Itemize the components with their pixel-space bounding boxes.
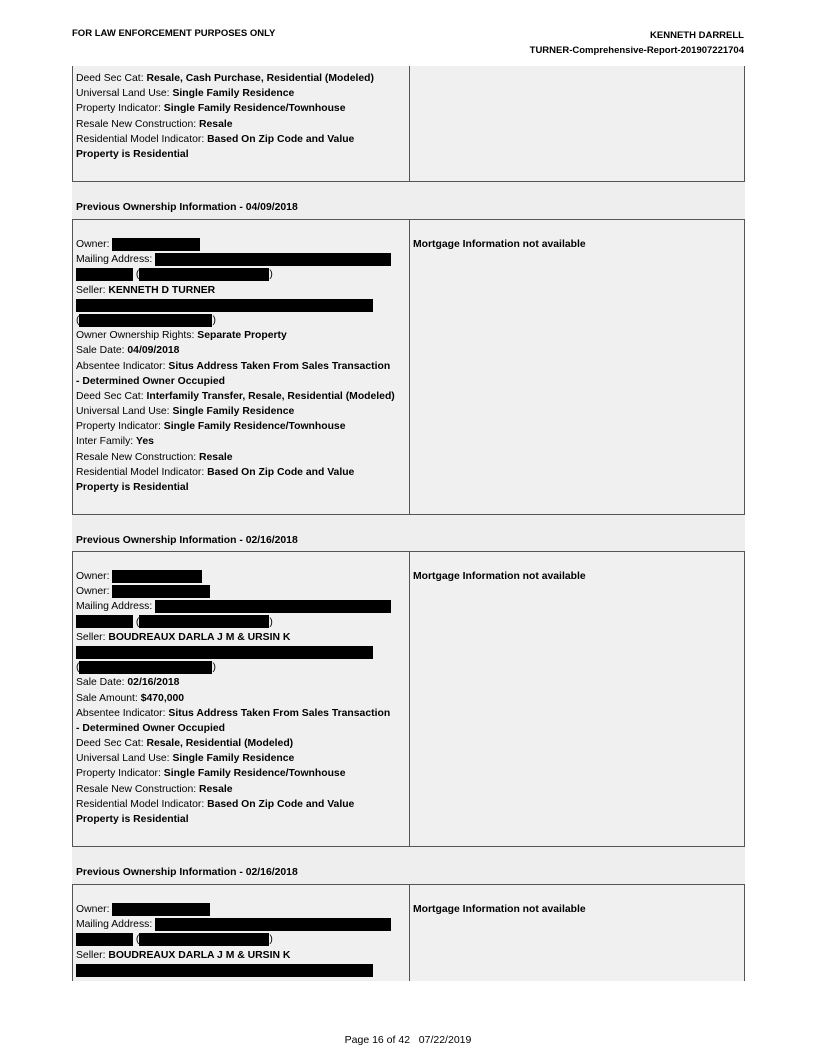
redaction-bar (112, 903, 210, 916)
seller-address-line (76, 645, 409, 660)
detail-line: Universal Land Use: Single Family Residence (76, 88, 295, 100)
seller-address-line: ( ) (76, 662, 216, 674)
seller-address-line (76, 298, 409, 313)
redaction-bar (139, 268, 269, 281)
redaction-bar (139, 615, 269, 628)
section-band (72, 515, 745, 552)
redaction-bar (155, 918, 391, 931)
ownership-box (72, 884, 745, 982)
redaction-bar (76, 646, 373, 659)
redaction-bar (79, 314, 212, 327)
detail-line: Resale New Construction: Resale (76, 451, 233, 463)
section-title: Previous Ownership Information - 02/16/2018 (76, 867, 298, 878)
section-title: Previous Ownership Information - 02/16/2018 (76, 535, 298, 546)
mortgage-column (410, 66, 744, 181)
ownership-continued-box (72, 66, 745, 182)
detail-line: Owner Ownership Rights: Separate Property (76, 330, 287, 342)
mortgage-info: Mortgage Information not available (413, 904, 586, 915)
address-line: ( ) (76, 615, 409, 630)
mortgage-column (410, 220, 744, 514)
owner-line: Owner: (76, 569, 409, 584)
detail-line: Property is Residential (76, 814, 189, 825)
report-title (530, 28, 744, 58)
redaction-bar (76, 933, 133, 946)
redaction-bar (139, 933, 269, 946)
detail-line: Universal Land Use: Single Family Residence (76, 406, 295, 418)
mailing-address-line: Mailing Address: (76, 599, 409, 614)
redaction-bar (76, 299, 373, 312)
redaction-bar (112, 570, 202, 583)
ownership-box (72, 551, 745, 847)
redaction-bar (76, 268, 133, 281)
redaction-bar (155, 600, 391, 613)
detail-line: - Determined Owner Occupied (76, 722, 225, 734)
report-classification: FOR LAW ENFORCEMENT PURPOSES ONLY (72, 28, 276, 39)
mortgage-column (410, 552, 744, 846)
owner-line: Owner: (76, 237, 409, 252)
detail-line: Resale New Construction: Resale (76, 118, 233, 130)
detail-line: Property is Residential (76, 482, 189, 493)
redaction-bar (112, 238, 200, 251)
owner-line: Owner: (76, 902, 409, 917)
redaction-bar (112, 585, 210, 598)
address-line: ( ) (76, 267, 409, 282)
detail-line: Residential Model Indicator: Based On Zip Code and Value (76, 798, 355, 810)
section-band (72, 847, 745, 884)
detail-line: Resale New Construction: Resale (76, 783, 233, 795)
detail-line: Property Indicator: Single Family Residence/Townhouse (76, 103, 346, 115)
page-cutoff-mask (0, 981, 816, 1031)
detail-line: Residential Model Indicator: Based On Zip Code and Value (76, 466, 355, 478)
redaction-bar (76, 964, 373, 977)
redaction-bar (76, 615, 133, 628)
mortgage-column (410, 885, 744, 982)
detail-line: Deed Sec Cat: Resale, Cash Purchase, Residential (Modeled) (76, 73, 374, 84)
detail-line: Deed Sec Cat: Interfamily Transfer, Resale, Residential (Modeled) (76, 390, 395, 402)
redaction-bar (155, 253, 391, 266)
detail-line: Absentee Indicator: Situs Address Taken From Sales Transaction (76, 707, 391, 719)
mailing-address-line: Mailing Address: (76, 917, 409, 932)
seller-line: Seller: BOUDREAUX DARLA J M & URSIN K (76, 949, 291, 961)
page-footer: Page 16 of 42 07/22/2019 (344, 1034, 472, 1046)
address-line: ( ) (76, 932, 409, 947)
detail-line: Absentee Indicator: Situs Address Taken From Sales Transaction (76, 360, 391, 372)
report-title-line2: TURNER-Comprehensive-Report-201907221704 (529, 45, 744, 56)
mailing-address-line: Mailing Address: (76, 252, 409, 267)
seller-line: Seller: KENNETH D TURNER (76, 284, 216, 296)
ownership-details-column (73, 552, 410, 846)
redaction-bar (79, 661, 212, 674)
ownership-details-column (73, 220, 410, 514)
detail-line: - Determined Owner Occupied (76, 375, 225, 387)
detail-line: Universal Land Use: Single Family Residence (76, 753, 295, 765)
mortgage-info: Mortgage Information not available (413, 571, 586, 582)
ownership-box (72, 219, 745, 515)
section-band (72, 182, 745, 219)
seller-address-line (76, 963, 409, 978)
detail-line: Property Indicator: Single Family Residence/Townhouse (76, 768, 346, 780)
detail-line: Sale Date: 04/09/2018 (76, 345, 180, 357)
detail-line: Sale Date: 02/16/2018 (76, 677, 180, 689)
detail-line: Inter Family: Yes (76, 436, 154, 448)
section-title: Previous Ownership Information - 04/09/2018 (76, 202, 298, 213)
ownership-details-column (73, 885, 410, 982)
report-title-line1: KENNETH DARRELL (650, 30, 744, 41)
detail-line: Property Indicator: Single Family Residence/Townhouse (76, 421, 346, 433)
detail-line: Residential Model Indicator: Based On Zip Code and Value (76, 133, 355, 145)
mortgage-info: Mortgage Information not available (413, 239, 586, 250)
detail-line: Sale Amount: $470,000 (76, 692, 185, 704)
seller-line: Seller: BOUDREAUX DARLA J M & URSIN K (76, 631, 291, 643)
seller-address-line: ( ) (76, 314, 216, 326)
detail-line: Property is Residential (76, 148, 189, 160)
ownership-details-column (73, 66, 410, 181)
detail-line: Deed Sec Cat: Resale, Residential (Modeled) (76, 738, 294, 750)
owner-line: Owner: (76, 584, 409, 599)
